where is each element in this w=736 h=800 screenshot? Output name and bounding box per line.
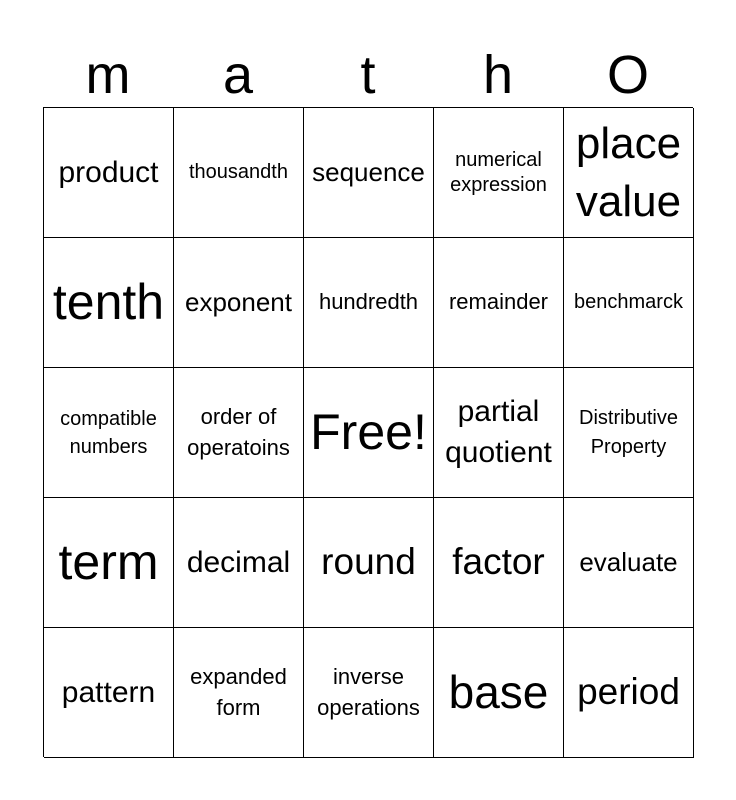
bingo-cell-tenth: tenth bbox=[44, 238, 174, 368]
header-letter-o: O bbox=[606, 45, 649, 105]
bingo-cell-hundredth: hundredth bbox=[304, 238, 434, 368]
bingo-cell-factor: factor bbox=[434, 498, 564, 628]
bingo-cell-thousandth: thousandth bbox=[174, 108, 304, 238]
bingo-cell-expanded-form: expanded form bbox=[174, 628, 304, 758]
bingo-cell-pattern: pattern bbox=[44, 628, 174, 758]
bingo-cell-round: round bbox=[304, 498, 434, 628]
bingo-cell-evaluate: evaluate bbox=[564, 498, 694, 628]
bingo-cell-product: product bbox=[44, 108, 174, 238]
bingo-cell-compatible-numbers: compatible numbers bbox=[44, 368, 174, 498]
bingo-cell-distributive-property: Distributive Property bbox=[564, 368, 694, 498]
bingo-cell-base: base bbox=[434, 628, 564, 758]
bingo-header bbox=[43, 40, 693, 110]
bingo-cell-decimal: decimal bbox=[174, 498, 304, 628]
header-letter-m: m bbox=[85, 45, 131, 105]
header-letter-h: h bbox=[482, 45, 514, 105]
header-letter-a: a bbox=[222, 45, 254, 105]
bingo-cell-order-of-operations: order of operatoins bbox=[174, 368, 304, 498]
bingo-cell-numerical-expression: numerical expression bbox=[434, 108, 564, 238]
bingo-cell-free-space: Free! bbox=[304, 368, 434, 498]
bingo-cell-benchmarck: benchmarck bbox=[564, 238, 694, 368]
bingo-board bbox=[43, 107, 693, 757]
bingo-cell-period: period bbox=[564, 628, 694, 758]
bingo-cell-remainder: remainder bbox=[434, 238, 564, 368]
bingo-cell-sequence: sequence bbox=[304, 108, 434, 238]
header-letter-t: t bbox=[360, 45, 376, 105]
bingo-cell-partial-quotient: partial quotient bbox=[434, 368, 564, 498]
bingo-cell-inverse-operations: inverse operations bbox=[304, 628, 434, 758]
bingo-cell-exponent: exponent bbox=[174, 238, 304, 368]
bingo-cell-term: term bbox=[44, 498, 174, 628]
bingo-cell-place-value: place value bbox=[564, 108, 694, 238]
